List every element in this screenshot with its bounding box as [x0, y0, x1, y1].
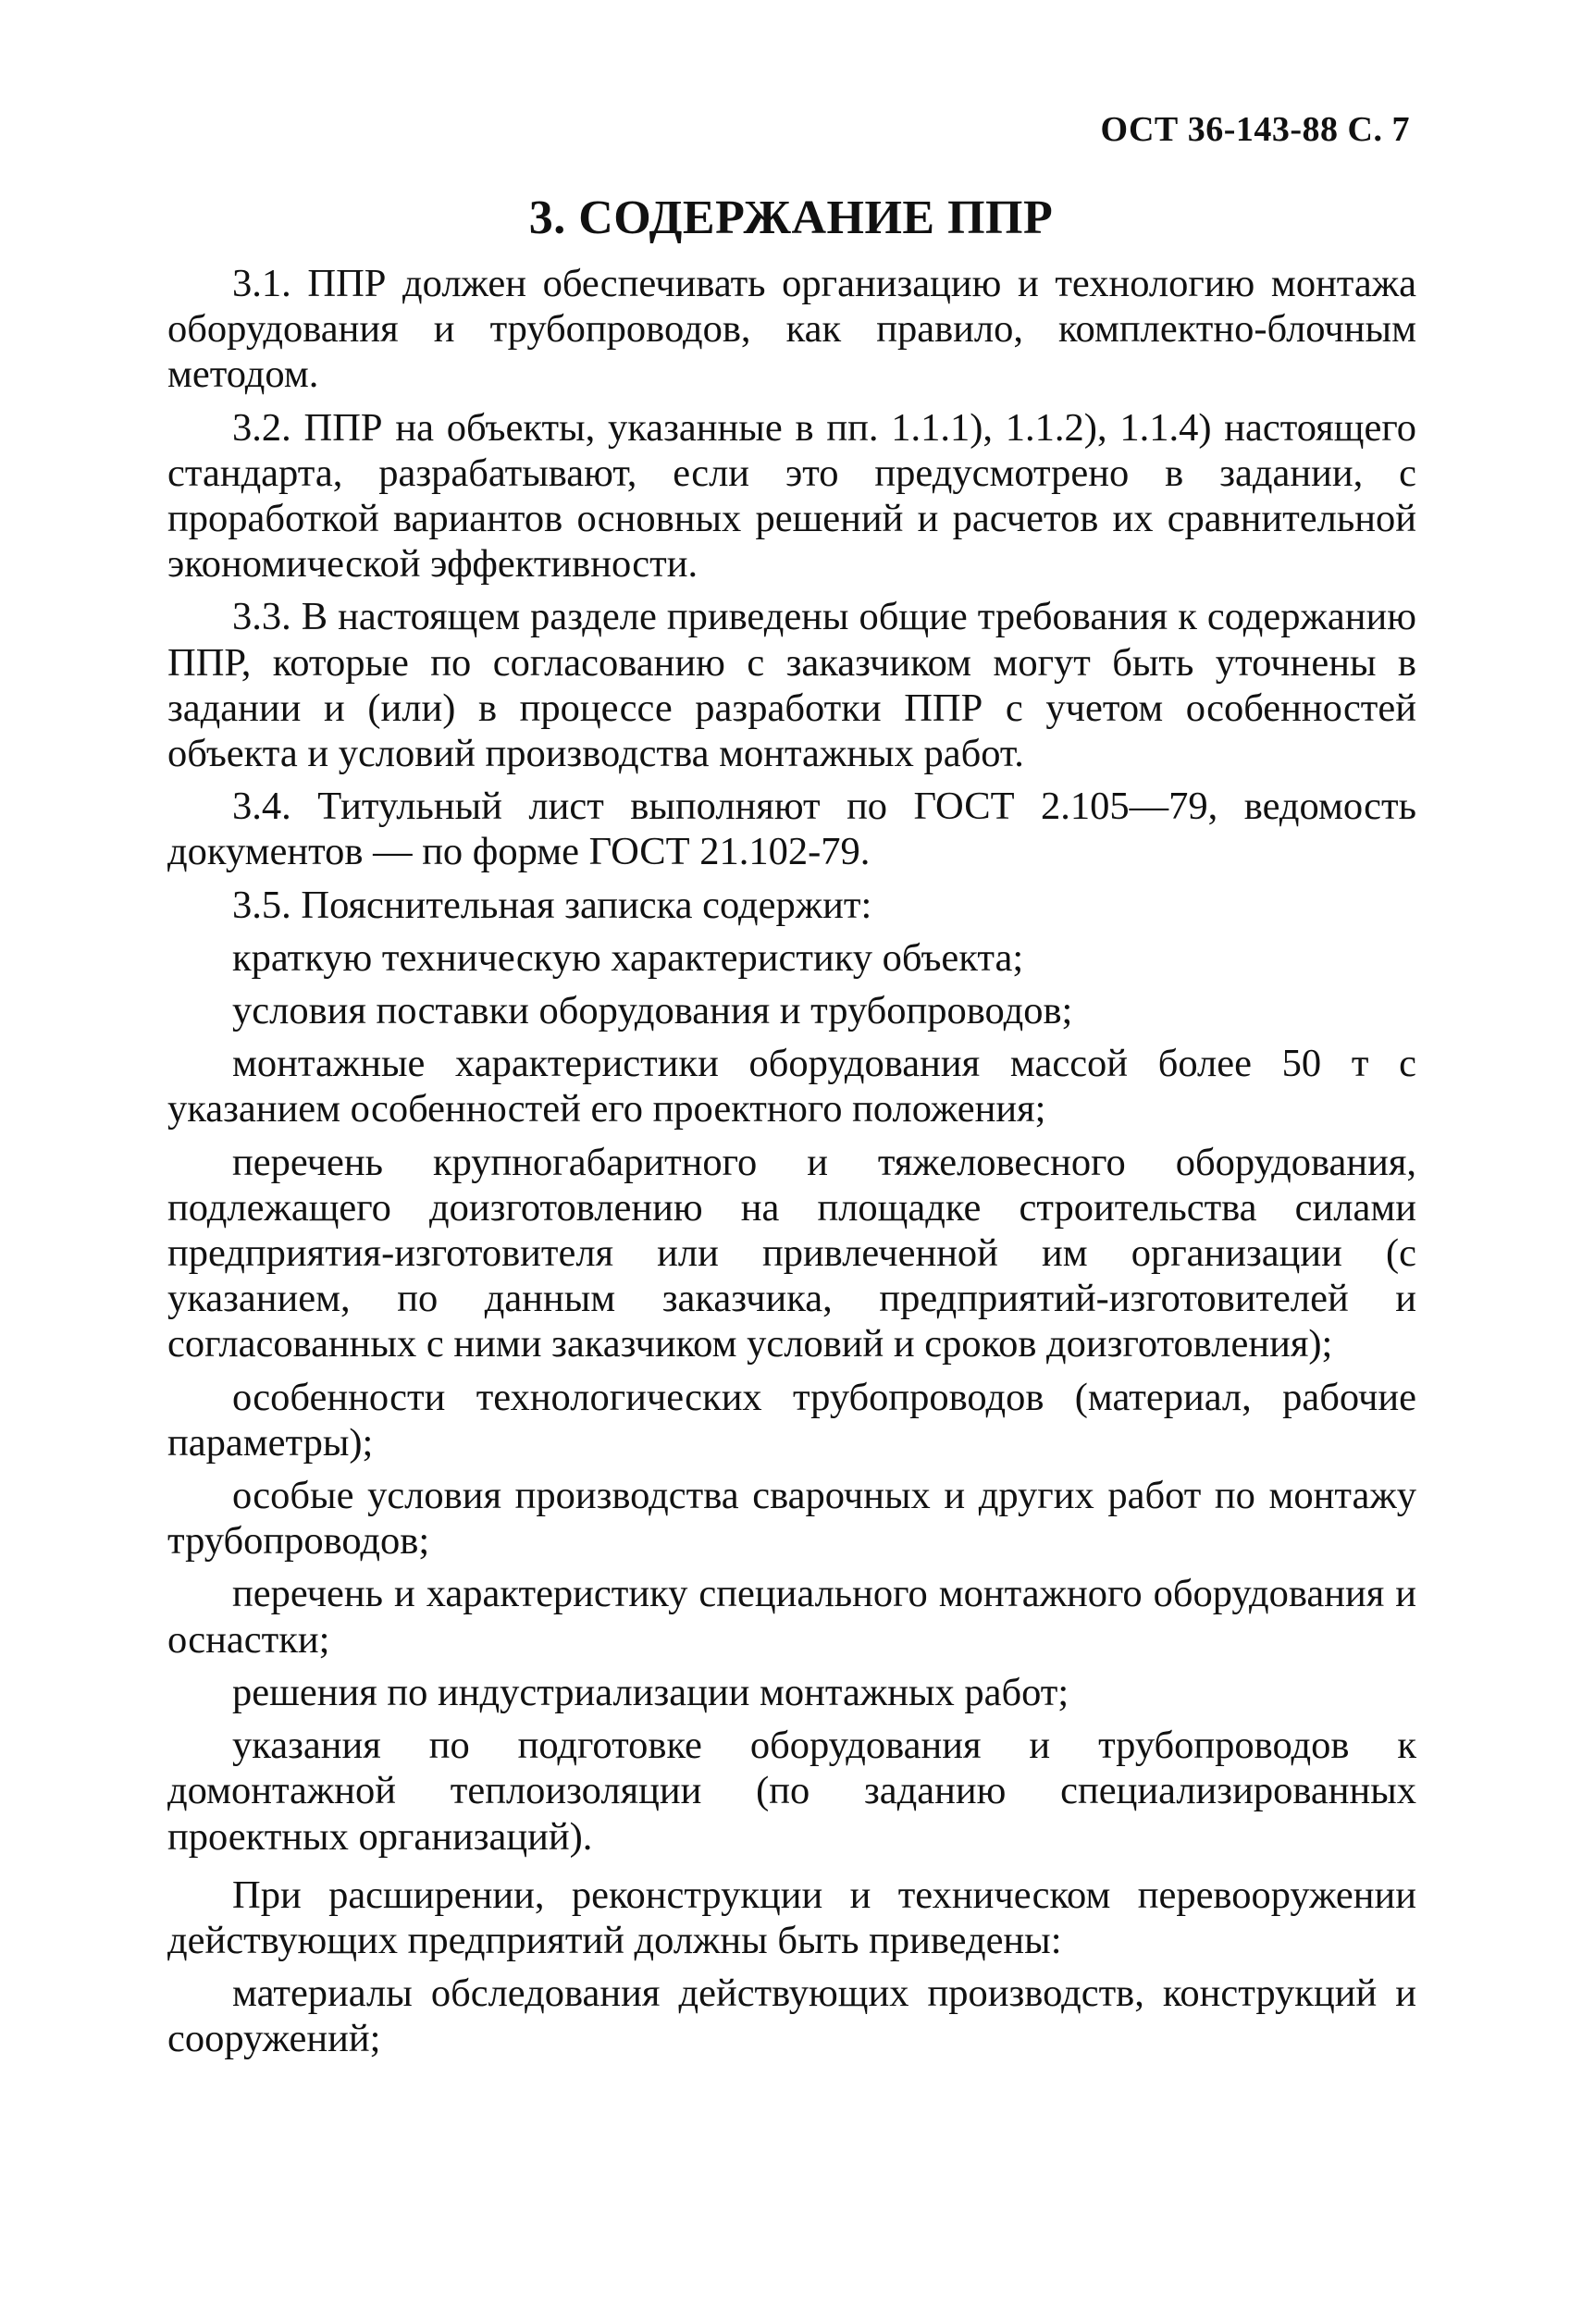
document-code-header: ОСТ 36-143-88 С. 7 — [1100, 110, 1410, 149]
document-body — [167, 261, 1416, 2062]
paragraph-3-2: 3.2. ППР на объекты, указанные в пп. 1.1.1), 1.1.2), 1.1.4) настоящего стандарта, разрабатывают, если это предусмотрено в задании, с проработкой вариантов основных решений и расчетов их сравнительной экономической эффективности. — [167, 405, 1416, 587]
list-item: краткую техническую характеристику объекта; — [232, 935, 1024, 980]
paragraph-3-1: 3.1. ППР должен обеспечивать организацию и технологию монтажа оборудования и трубопроводов, как правило, комплектно-блочным методом. — [167, 262, 1416, 397]
list-item: монтажные характеристики оборудования массой более 50 т с указанием особенностей его проектного положения; — [167, 1042, 1416, 1131]
list-item: материалы обследования действующих производств, конструкций и сооружений; — [167, 1972, 1416, 2061]
list-item: особенности технологических трубопроводов (материал, рабочие параметры); — [167, 1375, 1416, 1465]
list-item: решения по индустриализации монтажных работ; — [232, 1670, 1069, 1714]
list-item: особые условия производства сварочных и других работ по монтажу трубопроводов; — [167, 1474, 1416, 1564]
list-item: указания по подготовке оборудования и трубопроводов к домонтажной теплоизоляции (по заданию специализированных проектных организаций). — [167, 1724, 1416, 1859]
paragraph-3-3: 3.3. В настоящем разделе приведены общие требования к содержанию ППР, которые по согласованию с заказчиком могут быть уточнены в задании и (или) в процессе разработки ППР с учетом особенностей объекта и условий производства монтажных работ. — [167, 595, 1416, 776]
list-item: условия поставки оборудования и трубопроводов; — [232, 989, 1073, 1033]
list-item: перечень и характеристику специального монтажного оборудования и оснастки; — [167, 1572, 1416, 1662]
section-title: 3. СОДЕРЖАНИЕ ППР — [528, 192, 1054, 244]
paragraph-expansion: При расширении, реконструкции и техническом перевооружении действующих предприятий должны быть приведены: — [167, 1873, 1416, 1962]
paragraph-3-4: 3.4. Титульный лист выполняют по ГОСТ 2.105—79, ведомость документов — по форме ГОСТ 21.102-79. — [167, 785, 1416, 874]
paragraph-3-5: 3.5. Пояснительная записка содержит: — [232, 883, 872, 927]
list-item: перечень крупногабаритного и тяжеловесного оборудования, подлежащего доизготовлению на площадке строительства силами предприятия-изготовителя или привлеченной им организации (с указанием, по данным заказчика, предприятий-изготовителей и согласованных с ними заказчиком условий и сроков доизготовления); — [167, 1140, 1416, 1366]
